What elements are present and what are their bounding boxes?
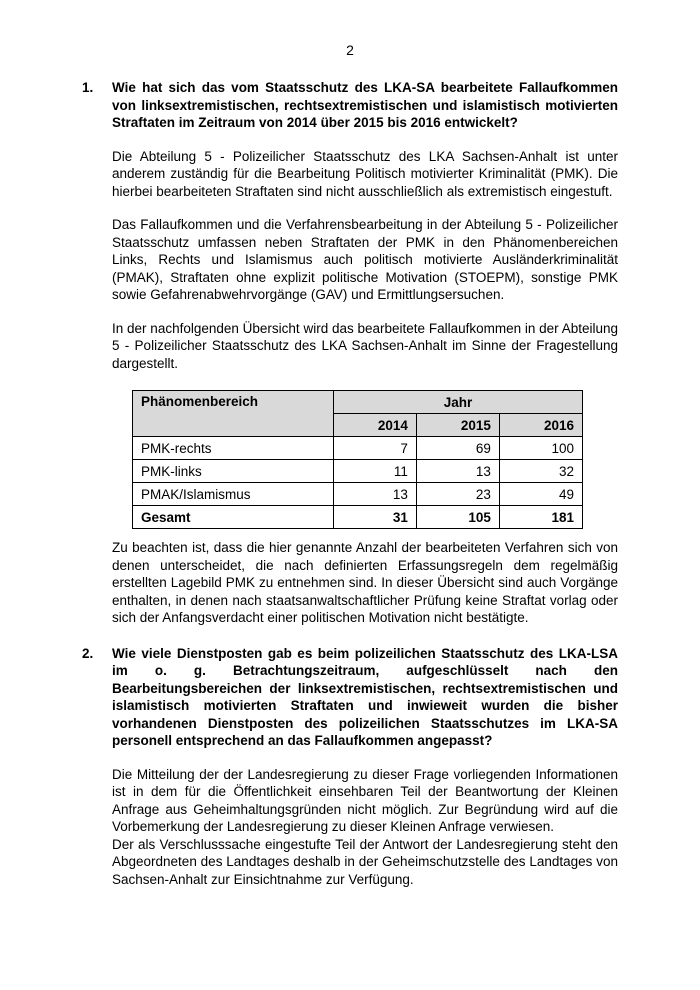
- cell-value: 69: [416, 437, 499, 460]
- question-number: 2.: [82, 645, 94, 661]
- total-label: Gesamt: [133, 506, 334, 529]
- cell-value: 11: [333, 460, 416, 483]
- row-label: PMAK/Islamismus: [133, 483, 334, 506]
- header-phenomenon-area: Phänomenbereich: [133, 391, 334, 437]
- question-2: [82, 645, 618, 750]
- row-label: PMK-links: [133, 460, 334, 483]
- row-label: PMK-rechts: [133, 437, 334, 460]
- answer-paragraph: Der als Verschlusssache eingestufte Teil der Antwort der Landesregierung steht den Abgeordneten des Landtages deshalb in der Geheimschutzstelle des Landtages von Sachsen-Anhalt zur Einsichtnahme zur Verfügung.: [112, 836, 618, 887]
- answer-paragraph: Die Abteilung 5 - Polizeilicher Staatsschutz des LKA Sachsen-Anhalt ist unter anderem zuständig für die Bearbeitung Politisch motivierter Kriminalität (PMK). Die hierbei bearbeiteten Straftaten sind nicht ausschließlich als extremistisch eingestuft.: [112, 148, 618, 199]
- header-year: Jahr: [333, 391, 582, 414]
- cell-value: 7: [333, 437, 416, 460]
- page-number: 2: [346, 42, 354, 58]
- cell-value: 13: [333, 483, 416, 506]
- total-value: 181: [499, 506, 582, 529]
- cell-value: 13: [416, 460, 499, 483]
- answer-paragraph: Das Fallaufkommen und die Verfahrensbearbeitung in der Abteilung 5 - Polizeilicher Staatsschutz umfassen neben Straftaten der PMK in den Phänomenbereichen Links, Rechts und Islamismus auch politisch motivierte Ausländerkriminalität (PMAK), Straftaten ohne explizit politische Motivation (STOEPM), sonstige PMK sowie Gefahrenabwehrvorgänge (GAV) und Ermittlungsersuchen.: [112, 217, 618, 302]
- cell-value: 49: [499, 483, 582, 506]
- table-row: [133, 437, 583, 460]
- case-statistics-table: [132, 390, 583, 529]
- document-body: [82, 79, 618, 888]
- question-text: Wie viele Dienstposten gab es beim polizeilichen Staatsschutz des LKA-LSA im o. g. Betrachtungszeitraum, aufgeschlüsselt nach den Bearbeitungsbereichen der linksextremistischen, rechtsextremistischen und islamistisch motivierten Straftaten und inwieweit wurden die bisher vorhandenen Dienstposten des polizeilichen Staatsschutzes im LKA-SA personell entsprechend an das Fallaufkommen angepasst?: [112, 645, 618, 748]
- question-1: [82, 79, 618, 132]
- answer-paragraph: In der nachfolgenden Übersicht wird das bearbeitete Fallaufkommen in der Abteilung 5 - Polizeilicher Staatsschutz des LKA Sachsen-Anhalt im Sinne der Fragestellung dargestellt.: [112, 320, 618, 371]
- table-row: [133, 460, 583, 483]
- table-row: [133, 483, 583, 506]
- table-header-row: [133, 391, 583, 414]
- table-total-row: [133, 506, 583, 529]
- cell-value: 23: [416, 483, 499, 506]
- header-year-2016: 2016: [499, 414, 582, 437]
- total-value: 31: [333, 506, 416, 529]
- header-year-2015: 2015: [416, 414, 499, 437]
- answer-paragraph: Die Mitteilung der der Landesregierung zu dieser Frage vorliegenden Informationen ist in dem für die Öffentlichkeit einsehbaren Teil der Beantwortung der Kleinen Anfrage aus Geheimhaltungsgründen nicht möglich. Zur Begründung wird auf die Vorbemerkung der Landesregierung zu dieser Kleinen Anfrage verwiesen.: [112, 766, 618, 834]
- cell-value: 100: [499, 437, 582, 460]
- header-year-2014: 2014: [333, 414, 416, 437]
- cell-value: 32: [499, 460, 582, 483]
- question-text: Wie hat sich das vom Staatsschutz des LKA-SA bearbeitete Fallaufkommen von linksextremistischen, rechtsextremistischen und islamistisch motivierten Straftaten im Zeitraum von 2014 über 2015 bis 2016 entwickelt?: [112, 80, 618, 130]
- question-number: 1.: [82, 80, 94, 95]
- total-value: 105: [416, 506, 499, 529]
- answer-paragraph: Zu beachten ist, dass die hier genannte Anzahl der bearbeiteten Verfahren sich von denen unterscheidet, die nach definierten Erfassungsregeln dem regelmäßig erstellten Lagebild PMK zu entnehmen sind. In dieser Übersicht sind auch Vorgänge enthalten, in denen nach staatsanwaltschaftlicher Prüfung keine Straftat vorlag oder sich der Anfangsverdacht einer politischen Motivation nicht bestätigte.: [112, 540, 618, 625]
